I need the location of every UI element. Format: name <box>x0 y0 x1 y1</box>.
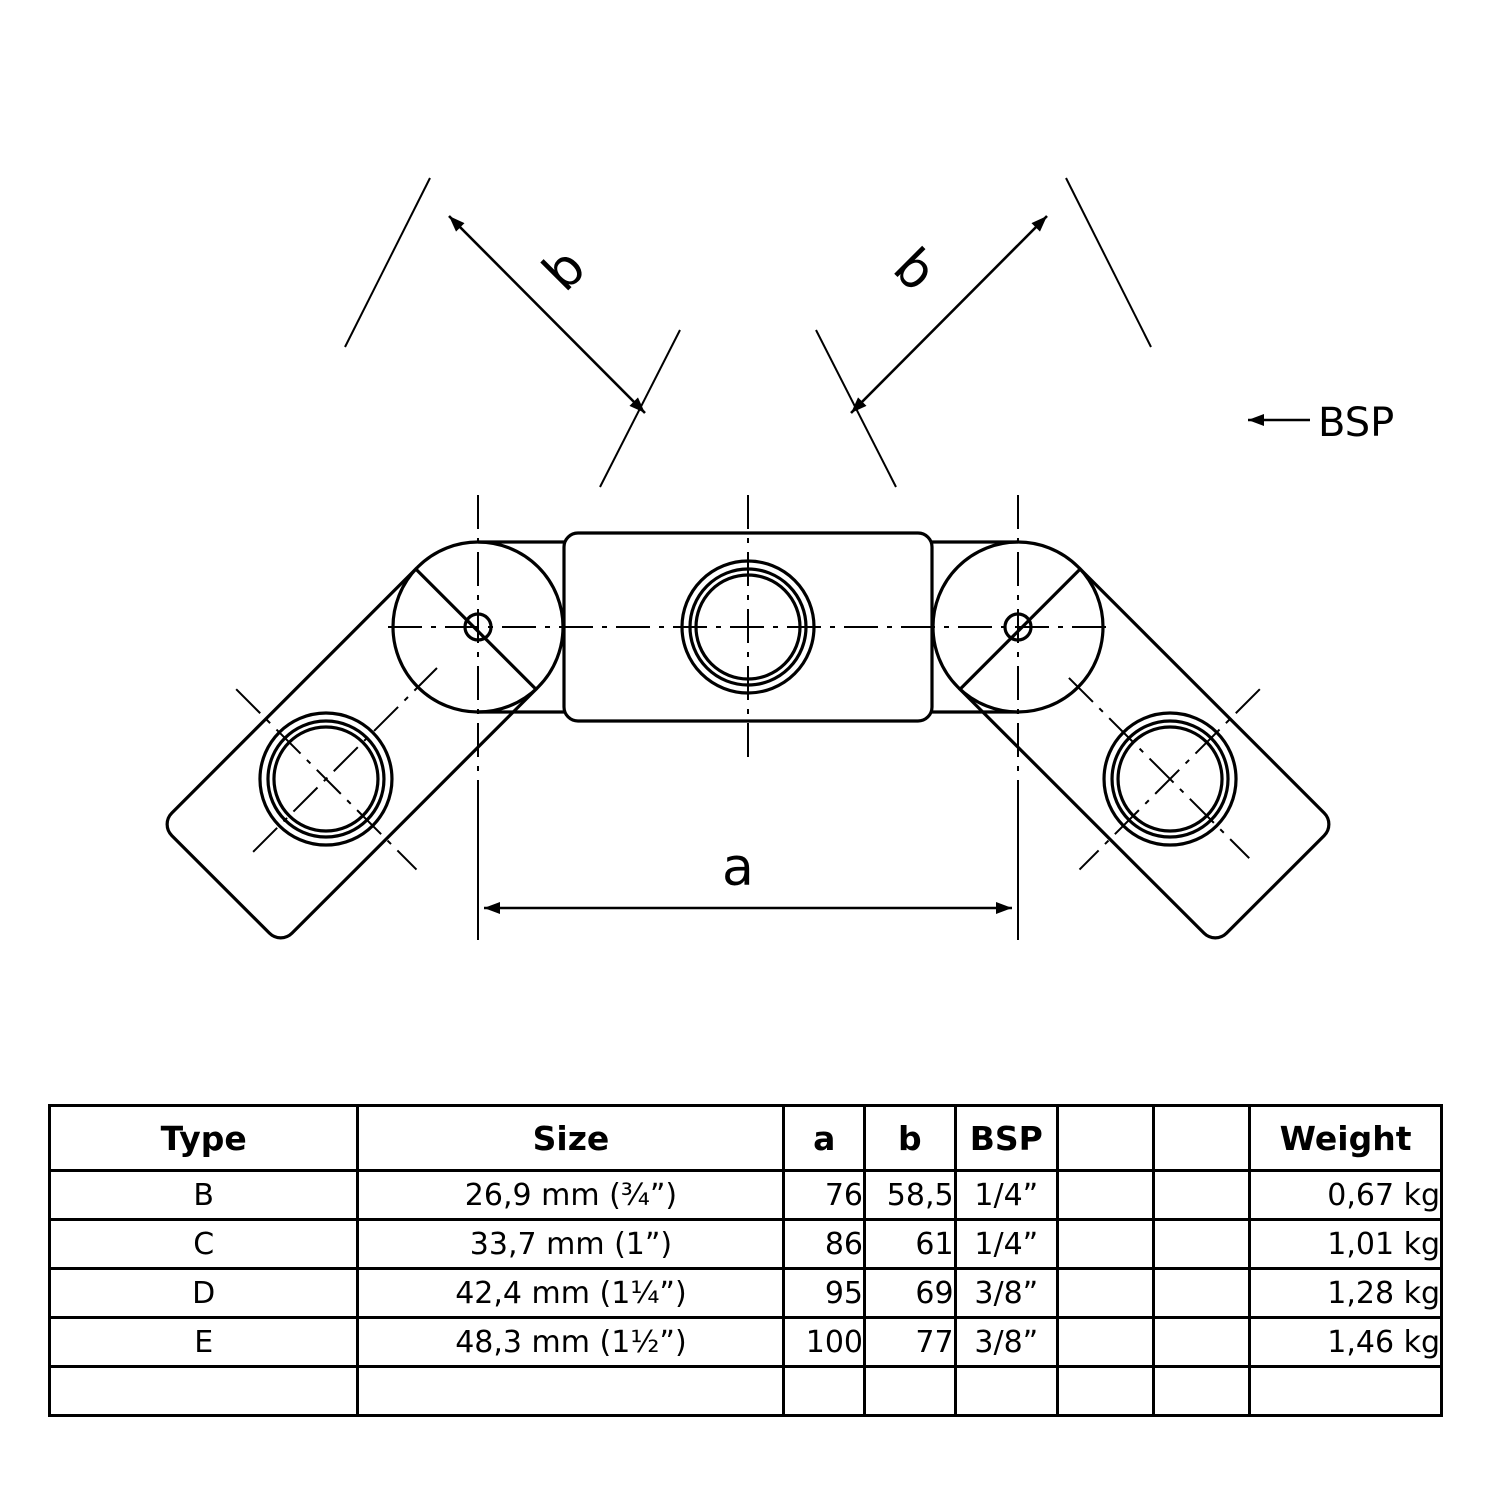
cell-empty-bsp <box>955 1367 1057 1416</box>
table-row <box>50 1269 1442 1318</box>
header-extra-2 <box>1154 1106 1250 1171</box>
cell-extra2 <box>1154 1318 1250 1367</box>
cell-extra2 <box>1154 1220 1250 1269</box>
cell-extra1 <box>1058 1220 1154 1269</box>
header-a: a <box>784 1106 865 1171</box>
dimension-label-a: a <box>722 838 754 898</box>
table-row-empty <box>50 1367 1442 1416</box>
cell-weight: 1,46 kg <box>1250 1318 1442 1367</box>
header-bsp: BSP <box>955 1106 1057 1171</box>
cell-a: 95 <box>784 1269 865 1318</box>
dimension-label-b-left: b <box>531 237 598 303</box>
cell-a: 86 <box>784 1220 865 1269</box>
table-header <box>50 1106 1442 1171</box>
cell-bsp: 1/4” <box>955 1171 1057 1220</box>
cell-empty-type <box>50 1367 358 1416</box>
cell-empty-extra2 <box>1154 1367 1250 1416</box>
table-header-row <box>50 1106 1442 1171</box>
header-weight: Weight <box>1250 1106 1442 1171</box>
table-row <box>50 1318 1442 1367</box>
b-right-extension-lines <box>816 178 1151 487</box>
cell-empty-a <box>784 1367 865 1416</box>
cell-type: B <box>50 1171 358 1220</box>
cell-size: 42,4 mm (1¼”) <box>358 1269 784 1318</box>
cell-bsp: 3/8” <box>955 1269 1057 1318</box>
right-arm <box>960 569 1335 944</box>
cell-weight: 0,67 kg <box>1250 1171 1442 1220</box>
b-right-dimension-line <box>851 216 1047 413</box>
cell-extra1 <box>1058 1171 1154 1220</box>
cell-b: 61 <box>865 1220 956 1269</box>
cell-empty-extra1 <box>1058 1367 1154 1416</box>
bsp-callout-label: BSP <box>1318 400 1395 446</box>
cell-type: C <box>50 1220 358 1269</box>
cell-b: 69 <box>865 1269 956 1318</box>
cell-a: 76 <box>784 1171 865 1220</box>
cell-bsp: 3/8” <box>955 1318 1057 1367</box>
header-b: b <box>865 1106 956 1171</box>
cell-a: 100 <box>784 1318 865 1367</box>
header-extra-1 <box>1058 1106 1154 1171</box>
cell-type: E <box>50 1318 358 1367</box>
cell-bsp: 1/4” <box>955 1220 1057 1269</box>
cell-type: D <box>50 1269 358 1318</box>
b-left-extension-lines <box>345 178 680 487</box>
cell-size: 48,3 mm (1½”) <box>358 1318 784 1367</box>
table-body <box>50 1171 1442 1416</box>
cell-empty-weight <box>1250 1367 1442 1416</box>
specification-table <box>48 1104 1443 1417</box>
cell-b: 77 <box>865 1318 956 1367</box>
cell-extra2 <box>1154 1171 1250 1220</box>
cell-weight: 1,28 kg <box>1250 1269 1442 1318</box>
cell-extra1 <box>1058 1269 1154 1318</box>
cell-extra2 <box>1154 1269 1250 1318</box>
cell-size: 33,7 mm (1”) <box>358 1220 784 1269</box>
cell-extra1 <box>1058 1318 1154 1367</box>
cell-empty-size <box>358 1367 784 1416</box>
header-size: Size <box>358 1106 784 1171</box>
cell-empty-b <box>865 1367 956 1416</box>
table-row <box>50 1220 1442 1269</box>
header-type: Type <box>50 1106 358 1171</box>
table-row <box>50 1171 1442 1220</box>
dimension-label-b-right: b <box>881 237 948 303</box>
cell-size: 26,9 mm (¾”) <box>358 1171 784 1220</box>
cell-b: 58,5 <box>865 1171 956 1220</box>
cell-weight: 1,01 kg <box>1250 1220 1442 1269</box>
